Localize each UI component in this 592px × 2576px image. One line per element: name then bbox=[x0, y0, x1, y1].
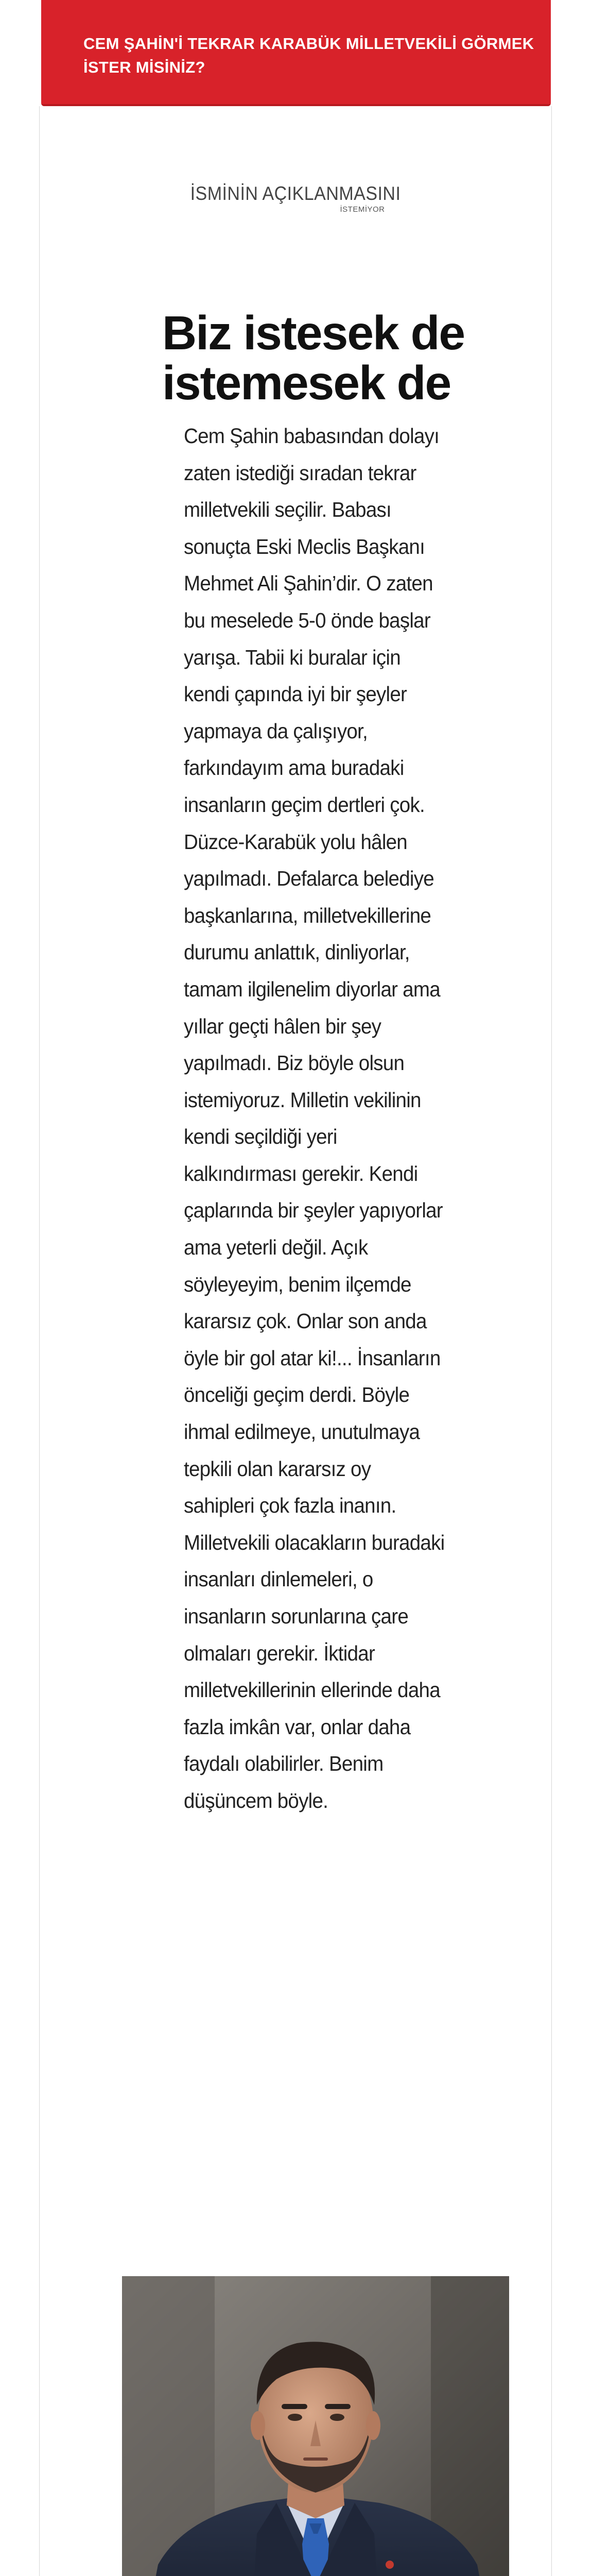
portrait-photo bbox=[122, 2276, 509, 2576]
header-banner bbox=[41, 0, 551, 106]
kicker-sub: İSTEMİYOR bbox=[340, 205, 385, 214]
banner-question: CEM ŞAHİN'İ TEKRAR KARABÜK MİLLETVEKİLİ GÖRMEK İSTER MİSİNİZ? bbox=[83, 35, 534, 76]
headline: Biz istesek de istemesek de bbox=[162, 306, 465, 410]
kicker-main: İSMİNİN AÇIKLANMASINI bbox=[190, 183, 401, 204]
article-card bbox=[39, 106, 552, 2576]
article-body: Cem Şahin babasından dolayı zaten istediği sıradan tekrar milletvekili seçilir. Babası sonuçta Eski Meclis Başkanı Mehmet Ali Şahin’dir. O zaten bu meselede 5-0 önde başlar yarışa. Tabii ki buralar için kendi çapında iyi bir şeyler yapmaya da çalışıyor, farkındayım ama buradaki insanların geçim dertleri çok. Düzce-Karabük yolu hâlen yapılmadı. Defalarca belediye başkanlarına, milletvekillerine durumu anlattık, dinliyorlar, tamam ilgilenelim diyorlar ama yıllar geçti hâlen bir şey yapılmadı. Biz böyle olsun istemiyoruz. Milletin vekilinin kendi seçildiği yeri kalkındırması gerekir. Kendi çaplarında bir şeyler yapıyorlar ama yeterli değil. Açık söyleyeyim, benim ilçemde kararsız çok. Onlar son anda öyle bir gol atar ki!... İnsanların önceliği geçim derdi. Böyle ihmal edilmeye, unutulmaya tepkili olan kararsız oy sahipleri çok fazla inanın. Milletvekili olacakların buradaki insanları dinlemeleri, o insanların sorunlarına çare olmaları gerekir. İktidar milletvekillerinin ellerinde daha fazla imkân var, onlar daha faydalı olabilirler. Benim düşüncem böyle. bbox=[184, 424, 445, 1812]
kicker bbox=[40, 182, 551, 214]
portrait-illustration bbox=[122, 2276, 509, 2576]
